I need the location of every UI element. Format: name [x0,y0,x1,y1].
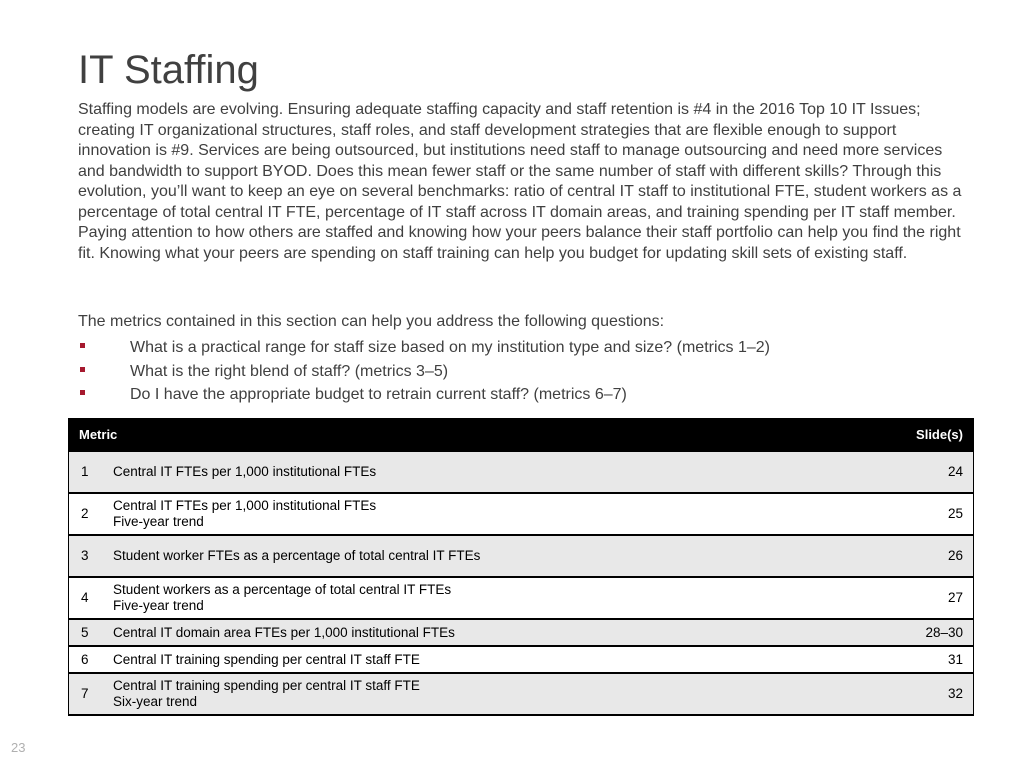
metric-name [105,493,882,535]
metric-number: 4 [69,577,106,619]
metric-name [105,673,882,715]
questions-list [78,336,770,407]
metric-name [105,451,882,493]
question-text: Do I have the appropriate budget to retrain current staff? (metrics 6–7) [130,386,627,403]
page-title: IT Staffing [78,48,259,92]
metric-title: Central IT FTEs per 1,000 institutional FTEs [113,498,377,513]
metric-slides: 31 [882,646,974,673]
metric-slides: 27 [882,577,974,619]
square-bullet-icon [80,367,85,372]
slides-column-header: Slide(s) [882,419,974,452]
metric-name [105,577,882,619]
square-bullet-icon [80,390,85,395]
metric-number: 1 [69,451,106,493]
table-row [69,646,974,673]
metric-title: Student workers as a percentage of total central IT FTEs [113,582,452,597]
metrics-table [68,418,974,716]
metric-number: 7 [69,673,106,715]
metric-name [105,619,882,646]
metric-column-header: Metric [69,419,883,452]
square-bullet-icon [80,343,85,348]
table-row [69,673,974,715]
metric-number: 2 [69,493,106,535]
metric-slides: 32 [882,673,974,715]
table-header-row [69,419,974,452]
metric-subtitle: Five-year trend [113,598,204,613]
metric-subtitle: Six-year trend [113,694,198,709]
metric-number: 6 [69,646,106,673]
question-text: What is a practical range for staff size based on my institution type and size? (metrics 1–2) [130,339,770,356]
metric-slides: 28–30 [882,619,974,646]
table-row [69,451,974,493]
metric-number: 5 [69,619,106,646]
table-row [69,577,974,619]
table-row [69,493,974,535]
table-row [69,619,974,646]
table-row [69,535,974,577]
intro-paragraph: Staffing models are evolving. Ensuring adequate staffing capacity and staff retention is #4 in the 2016 Top 10 IT Issues; creating IT organizational structures, staff roles, and staff development strategies that are flexible enough to support innovation is #9. Services are being outsourced, but institutions need staff to manage outsourcing and need more services and bandwidth to support BYOD. Does this mean fewer staff or the same number of staff with different skills? Through this evolution, you’ll want to keep an eye on several benchmarks: ratio of central IT staff to institutional FTE, student workers as a percentage of total central IT FTE, percentage of IT staff across IT domain areas, and training spending per IT staff member. Paying attention to how others are staffed and knowing how your peers balance their staff portfolio can help you find the right fit. Knowing what your peers are spending on staff training can help you budget for updating skill sets of existing staff. [78,101,962,262]
metric-slides: 25 [882,493,974,535]
metric-title: Central IT domain area FTEs per 1,000 institutional FTEs [113,624,455,640]
page-number: 23 [11,740,26,755]
question-item [78,360,770,384]
metric-name [105,646,882,673]
question-text: What is the right blend of staff? (metrics 3–5) [130,362,449,380]
question-item [78,383,770,407]
questions-lead: The metrics contained in this section can help you address the following questions: [78,313,665,330]
metric-number: 3 [69,535,106,577]
metric-subtitle: Five-year trend [113,514,204,529]
metric-slides: 26 [882,535,974,577]
metric-title: Central IT FTEs per 1,000 institutional FTEs [113,464,377,479]
question-item [78,336,770,360]
metric-title: Student worker FTEs as a percentage of total central IT FTEs [113,548,481,563]
metric-name [105,535,882,577]
metric-slides: 24 [882,451,974,493]
metric-title: Central IT training spending per central IT staff FTE [113,651,420,667]
metric-title: Central IT training spending per central IT staff FTE [113,678,420,693]
